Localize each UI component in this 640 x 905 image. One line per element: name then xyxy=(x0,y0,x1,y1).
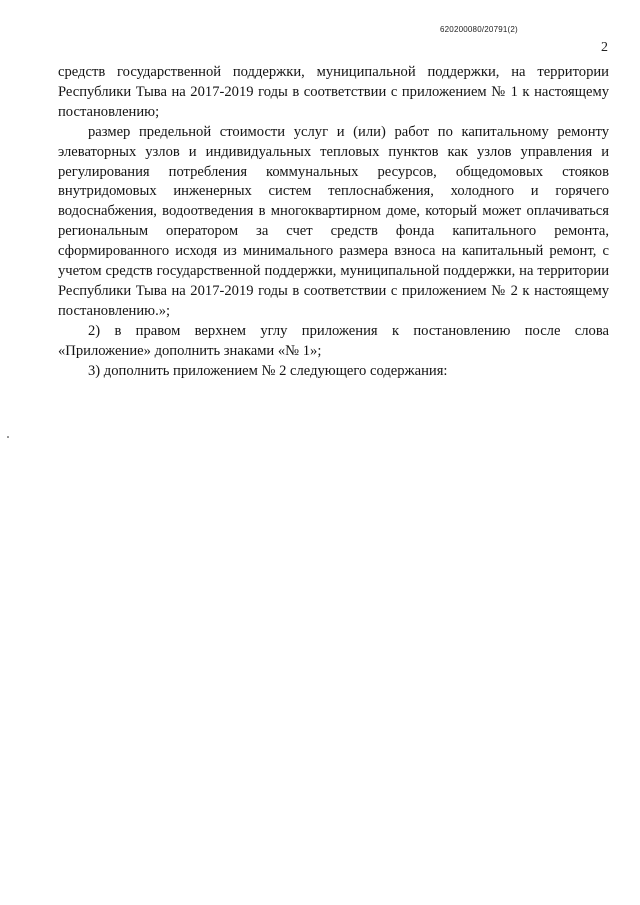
document-id: 620200080/20791(2) xyxy=(440,25,518,34)
scan-artifact-dot xyxy=(7,436,9,438)
paragraph-item-3: 3) дополнить приложением № 2 следующего содержания: xyxy=(88,362,448,379)
paragraph-continuation: средств государственной поддержки, муниципальной поддержки, на территории Республики Тыва на 2017-2019 годы в соответствии с приложением № 1 к настоящему постановлению; xyxy=(58,64,609,120)
page-number: 2 xyxy=(601,40,608,55)
document-body xyxy=(58,63,609,382)
paragraph-cost-limit: размер предельной стоимости услуг и (или) работ по капитальному ремонту элеваторных узлов и индивидуальных тепловых пунктов как узлов управления и регулирования потребления коммунальных ресурсов, общедомовых стояков внутридомовых инженерных систем теплоснабжения, холодного и горячего водоснабжения, водоотведения в многоквартирном доме, который может оплачиваться региональным оператором за счет средств фонда капитального ремонта, сформированного исходя из минимального размера взноса на капитальный ремонт, с учетом средств государственной поддержки, муниципальной поддержки, на территории Республики Тыва на 2017-2019 годы в соответствии с приложением № 2 к настоящему постановлению.»; xyxy=(58,123,609,319)
paragraph-item-2: 2) в правом верхнем углу приложения к постановлению после слова «Приложение» дополнить знаками «№ 1»; xyxy=(58,322,609,359)
